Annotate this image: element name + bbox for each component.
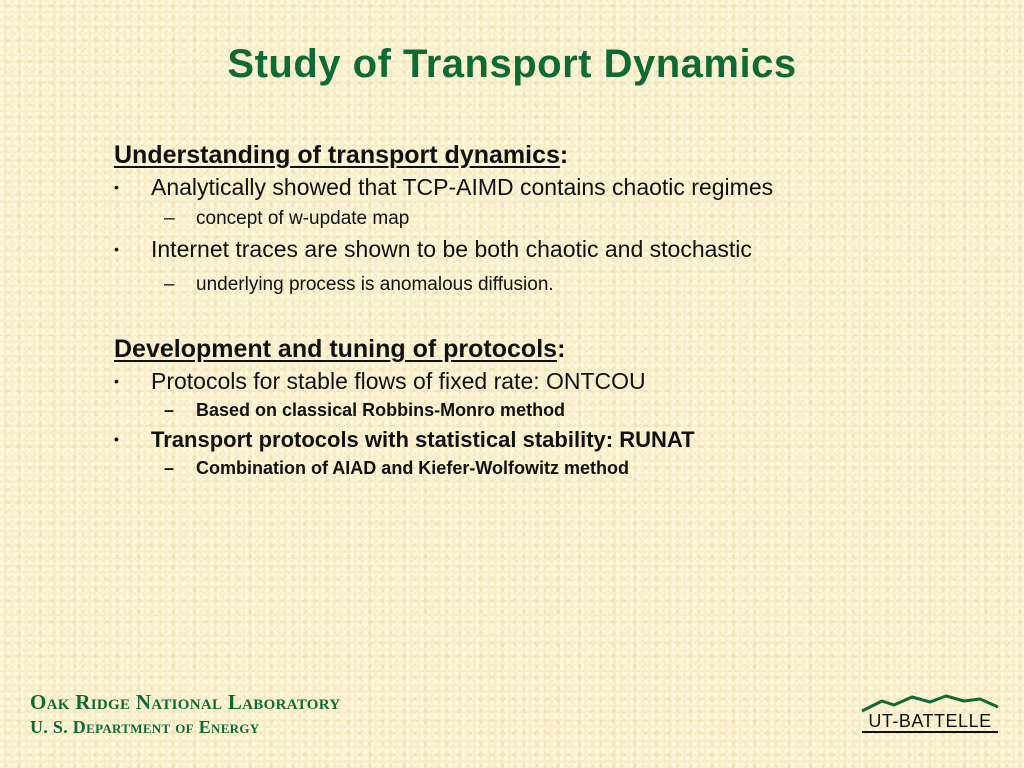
sub-bullet-text: concept of w-update map xyxy=(196,208,410,229)
bullet-icon: • xyxy=(114,431,119,447)
sub-bullet-item xyxy=(114,455,994,482)
sub-bullet-text: underlying process is anomalous diffusion. xyxy=(196,274,554,295)
dash-icon: – xyxy=(164,458,175,478)
slide-content xyxy=(114,138,994,482)
bullet-text: Transport protocols with statistical stability: RUNAT xyxy=(151,427,695,452)
bullet-item xyxy=(114,424,994,455)
bullet-item xyxy=(114,366,994,397)
section-heading-development xyxy=(114,332,994,366)
bullet-text: Analytically showed that TCP-AIMD contains chaotic regimes xyxy=(151,174,774,200)
dash-icon: – xyxy=(164,208,175,229)
ut-battelle-logo xyxy=(860,693,1000,735)
heading-colon: : xyxy=(559,141,569,169)
sub-bullet-item xyxy=(114,205,994,232)
sub-bullet-text: Based on classical Robbins-Monro method xyxy=(196,400,566,420)
heading-colon: : xyxy=(557,335,566,363)
bullet-icon: • xyxy=(114,179,119,195)
bullet-icon: • xyxy=(114,373,119,389)
section-heading-understanding xyxy=(114,138,994,172)
section-heading-text: Development and tuning of protocols xyxy=(114,335,558,363)
bullet-text: Internet traces are shown to be both chaotic and stochastic xyxy=(151,236,752,262)
dash-icon: – xyxy=(164,400,175,420)
bullet-item xyxy=(114,234,994,265)
footer-lab-name: Oak Ridge National Laboratory xyxy=(30,690,341,714)
bullet-text: Protocols for stable flows of fixed rate: ONTCOU xyxy=(151,368,646,394)
sub-bullet-item xyxy=(114,397,994,424)
bullet-item xyxy=(114,172,994,203)
dash-icon: – xyxy=(164,274,175,295)
logo-text: UT-BATTELLE xyxy=(868,711,992,731)
slide-title: Study of Transport Dynamics xyxy=(227,42,797,86)
footer-department: U. S. Department of Energy xyxy=(30,717,260,737)
section-heading-text: Understanding of transport dynamics xyxy=(114,141,560,169)
bullet-icon: • xyxy=(114,241,119,257)
sub-bullet-text: Combination of AIAD and Kiefer-Wolfowitz method xyxy=(196,458,629,478)
sub-bullet-item xyxy=(114,271,994,298)
